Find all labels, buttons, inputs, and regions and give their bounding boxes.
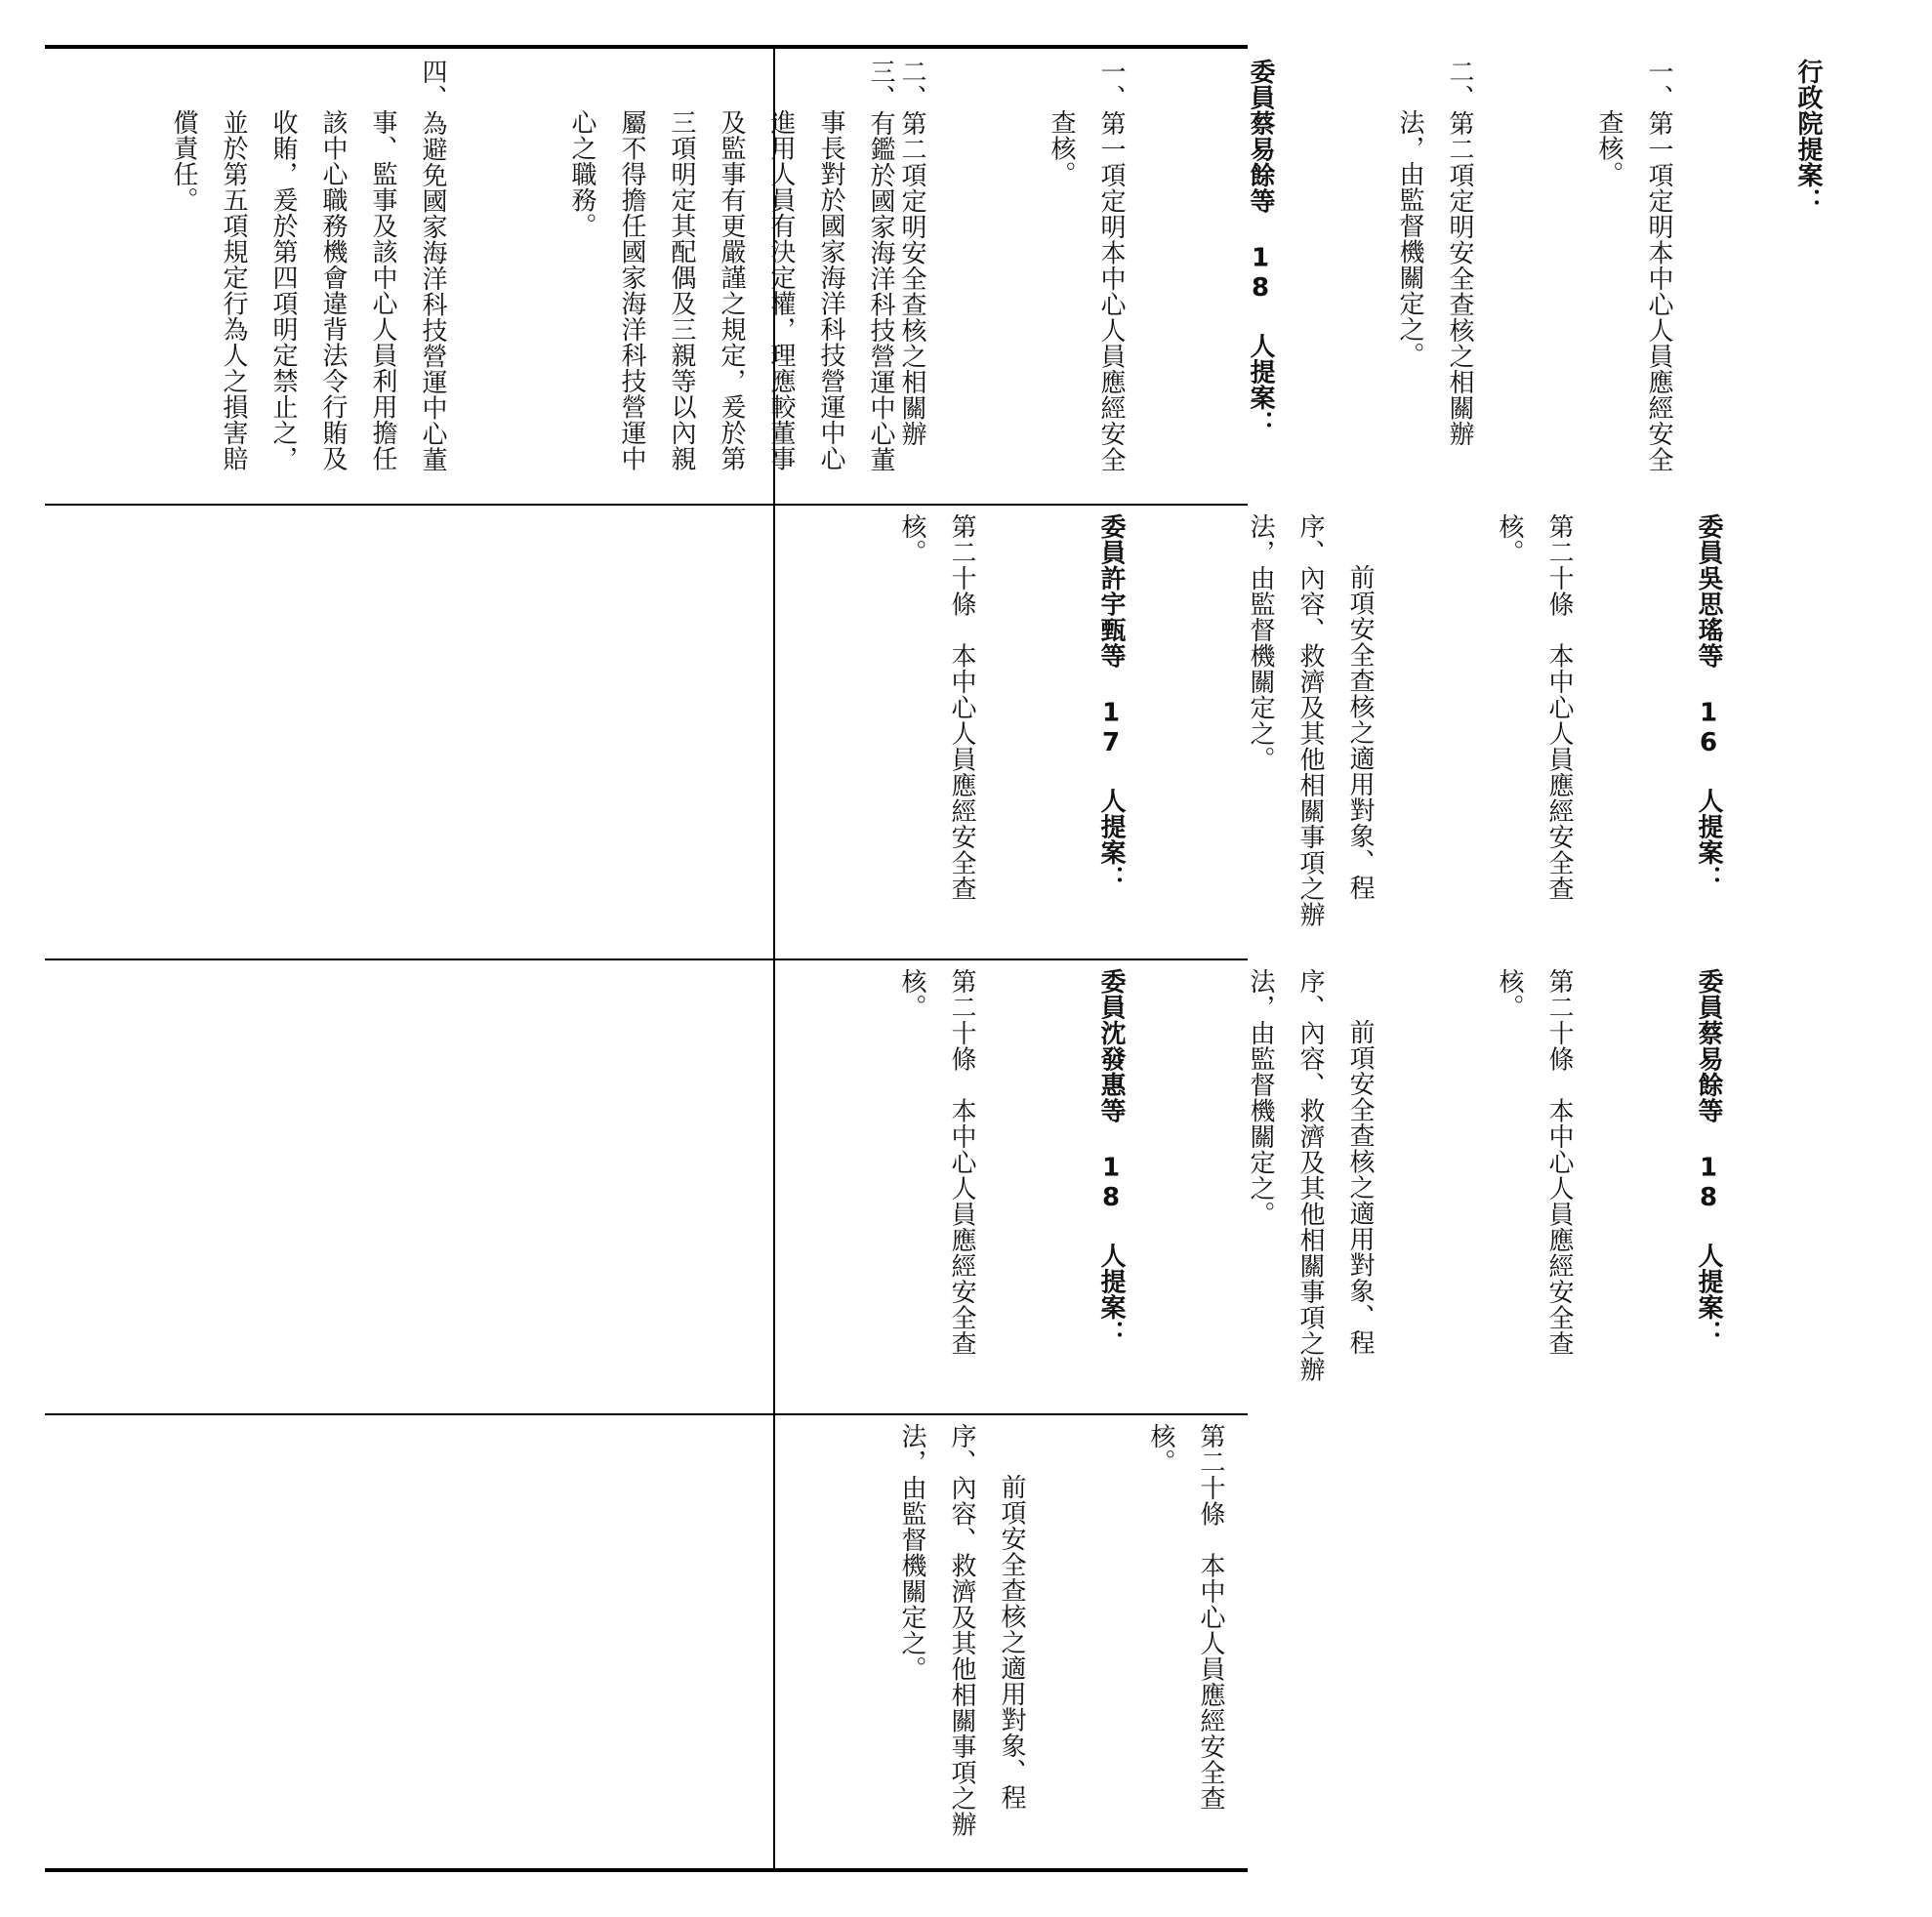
- tsai-explanation-item-1: 一、第一項定明本中心人員應經安全查核。: [1047, 59, 1126, 472]
- tsai-heading-explanation: 委員蔡易餘等 18 人提案：: [1246, 59, 1275, 436]
- approved-article: 第二十條 本中心人員應經安全查核。: [1146, 1423, 1225, 1812]
- row-divider-3: [45, 1413, 1248, 1415]
- explanation-cell: [59, 59, 895, 494]
- wu-paragraph: 前項安全查核之適用對象、程序、內容、救濟及其他相關事項之辦法，由監督機關定之。: [1246, 513, 1375, 927]
- executive-yuan-heading: 行政院提案：: [1793, 59, 1823, 214]
- hsu-heading: 委員許宇甄等 17 人提案：: [1096, 513, 1126, 891]
- proposal-explanation-text: [787, 59, 1932, 494]
- shen-article: 第二十條 本中心人員應經安全查核。: [897, 968, 976, 1357]
- wu-hsu-text: [787, 513, 1832, 949]
- approved-paragraph: 前項安全查核之適用對象、程序、內容、救濟及其他相關事項之辦法，由監督機關定之。: [897, 1423, 1026, 1837]
- approved-article-cell: [787, 1423, 1236, 1858]
- explanation-item-4: 四、為避免國家海洋科技營運中心董事、監事及該中心人員利用擔任該中心職務機會違背法令行賄及收賄，爰於第四項明定禁止之，並於第五項規定行為人之損害賠償責任。: [169, 59, 447, 472]
- executive-yuan-item-2: 二、第二項定明安全查核之相關辦法，由監督機關定之。: [1395, 59, 1474, 447]
- tsai-heading: 委員蔡易餘等 18 人提案：: [1694, 968, 1723, 1346]
- row-divider-2: [45, 958, 1248, 960]
- tsai-shen-cell: [787, 968, 1723, 1404]
- executive-yuan-item-1: 一、第一項定明本中心人員應經安全查核。: [1594, 59, 1673, 472]
- wu-hsu-cell: [787, 513, 1723, 949]
- bottom-border: [45, 1868, 1248, 1872]
- wu-article: 第二十條 本中心人員應經安全查核。: [1495, 513, 1574, 902]
- top-border: [45, 45, 1248, 49]
- proposal-explanation-cell: [787, 59, 1823, 494]
- shen-heading: 委員沈發惠等 18 人提案：: [1096, 968, 1126, 1346]
- explanation-item-3: 三、有鑑於國家海洋科技營運中心董事長對於國家海洋科技營運中心進用人員有決定權，理應較董事及監事有更嚴謹之規定，爰於第三項明定其配偶及三親等以內親屬不得擔任國家海洋科技營運中心之職務。: [567, 59, 895, 472]
- approved-article-text: [787, 1423, 1335, 1858]
- hsu-article: 第二十條 本中心人員應經安全查核。: [897, 513, 976, 902]
- tsai-article: 第二十條 本中心人員應經安全查核。: [1495, 968, 1574, 1357]
- tsai-shen-text: [787, 968, 1832, 1404]
- row-divider-1: [45, 504, 1248, 506]
- tsai-paragraph: 前項安全查核之適用對象、程序、內容、救濟及其他相關事項之辦法，由監督機關定之。: [1246, 968, 1375, 1382]
- tsai-explanation-item-2: 二、第二項定明安全查核之相關辦: [897, 59, 926, 447]
- wu-heading: 委員吳思瑤等 16 人提案：: [1694, 513, 1723, 891]
